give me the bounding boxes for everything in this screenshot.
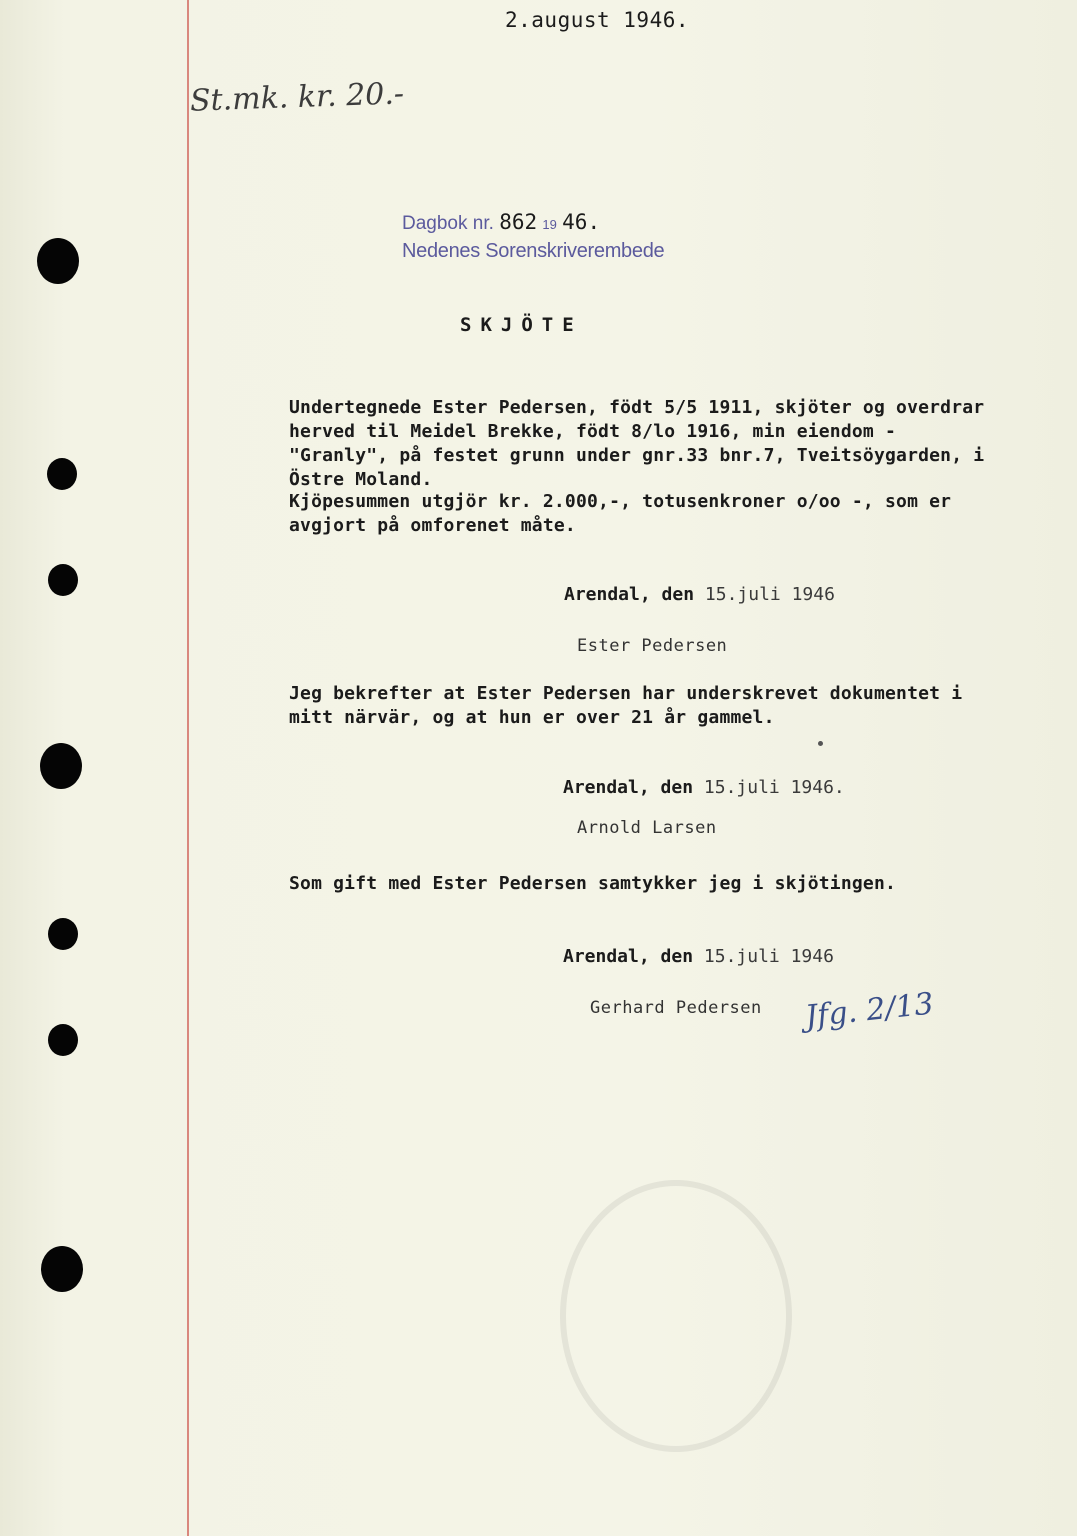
faded-bleedthrough (560, 1180, 792, 1452)
punch-hole (48, 1024, 78, 1056)
document-title: SKJÖTE (460, 314, 583, 336)
year-prefix: 19 (542, 217, 557, 232)
handwritten-initials: Jfg. 2/13 (803, 986, 936, 1035)
punch-hole (48, 918, 78, 950)
place-date-line (563, 946, 834, 967)
margin-line (187, 0, 189, 1536)
place: Arendal, den (563, 777, 694, 798)
punch-hole (40, 743, 82, 789)
punch-hole (37, 238, 79, 284)
text-line: Jeg bekrefter at Ester Pedersen har underskrevet dokumentet i (289, 683, 963, 704)
text-line: Östre Moland. (289, 469, 433, 490)
text-line: Undertegnede Ester Pedersen, födt 5/5 1911, skjöter og overdrar (289, 397, 985, 418)
dagbok-number: 862 (499, 210, 538, 234)
year-suffix: 46. (562, 210, 601, 234)
date: 15.juli 1946. (703, 777, 845, 798)
punch-hole (41, 1246, 83, 1292)
dagbok-label: Dagbok nr. (402, 213, 494, 234)
date: 15.juli 1946 (703, 946, 834, 967)
ink-dot (818, 741, 823, 746)
signature-witness: Arnold Larsen (577, 818, 717, 838)
text-line: Som gift med Ester Pedersen samtykker jeg i skjötingen. (289, 873, 897, 894)
office-stamp: Nedenes Sorenskriverembede (402, 240, 665, 262)
text-line: herved til Meidel Brekke, födt 8/lo 1916, min eiendom - (289, 421, 897, 442)
place-date-line (564, 584, 835, 605)
punch-hole (47, 458, 77, 490)
paragraph-witness (289, 682, 962, 730)
text-line: "Granly", på festet grunn under gnr.33 bnr.7, Tveitsöygarden, i (289, 445, 985, 466)
signature-spouse: Gerhard Pedersen (590, 998, 762, 1018)
document-date: 2.august 1946. (505, 8, 690, 32)
place: Arendal, den (564, 584, 695, 605)
paragraph-consent (289, 872, 896, 896)
dagbok-stamp (402, 210, 600, 235)
paragraph-price (289, 490, 951, 538)
date: 15.juli 1946 (704, 584, 835, 605)
punch-hole (48, 564, 78, 596)
text-line: Kjöpesummen utgjör kr. 2.000,-, totusenkroner o/oo -, som er (289, 491, 952, 512)
paragraph-conveyance (289, 396, 984, 492)
signature-seller: Ester Pedersen (577, 636, 728, 656)
text-line: mitt närvär, og at hun er over 21 år gammel. (289, 707, 775, 728)
handwritten-margin-note: St.mk. kr. 20.- (189, 76, 405, 119)
text-line: avgjort på omforenet måte. (289, 515, 576, 536)
place: Arendal, den (563, 946, 694, 967)
place-date-line (563, 777, 845, 798)
